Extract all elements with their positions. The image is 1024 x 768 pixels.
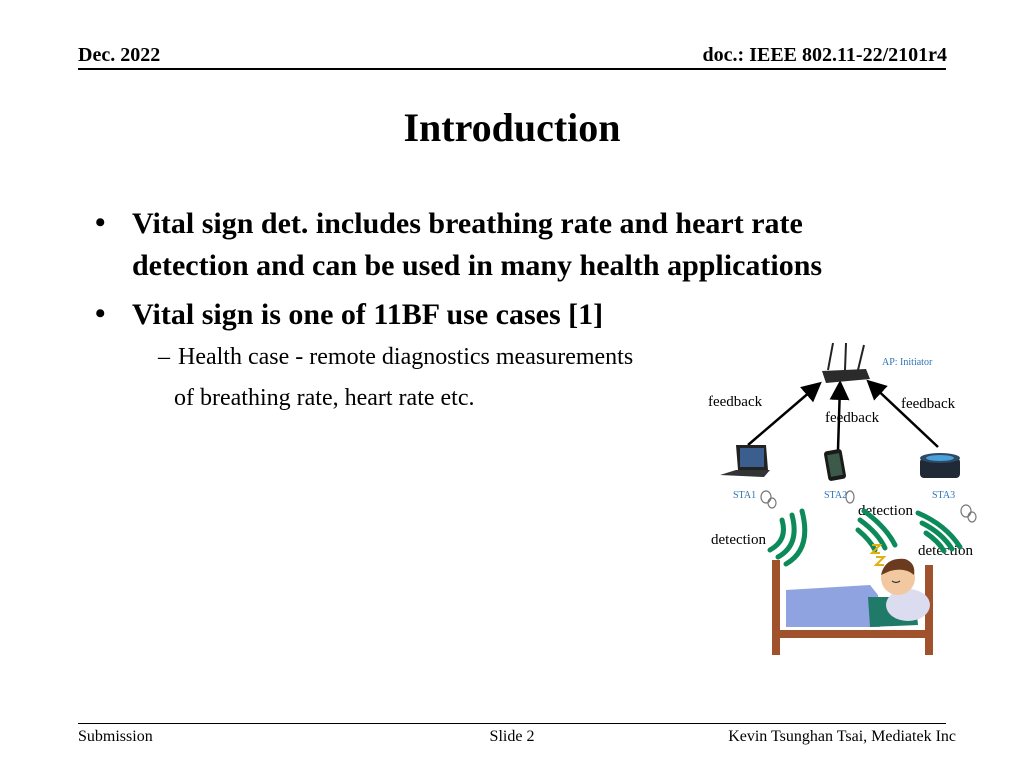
sub-bullet-line-2: of breathing rate, heart rate etc. bbox=[174, 385, 475, 411]
detection-label-left: detection bbox=[711, 532, 766, 548]
sta2-label: STA2 bbox=[824, 490, 848, 501]
feedback-label-left: feedback bbox=[708, 394, 763, 410]
bullet-1-line-1: Vital sign det. includes breathing rate and heart rate bbox=[132, 207, 803, 240]
smart-speaker-icon bbox=[920, 453, 960, 478]
ap-router-icon bbox=[822, 343, 870, 383]
slide-title: Introduction bbox=[403, 105, 621, 150]
footer-author: Kevin Tsunghan Tsai, Mediatek Inc bbox=[728, 728, 956, 745]
header-date: Dec. 2022 bbox=[78, 44, 161, 66]
footer-slide-number: Slide 2 bbox=[489, 728, 535, 745]
feedback-label-right: feedback bbox=[901, 396, 956, 412]
detection-label-right: detection bbox=[918, 543, 973, 559]
bullet-marker-1: • bbox=[95, 206, 106, 239]
footer-submission: Submission bbox=[78, 728, 153, 745]
footer-rule bbox=[78, 723, 946, 724]
header-rule bbox=[78, 68, 946, 70]
feedback-arrow-right bbox=[870, 383, 938, 447]
sub-bullet-marker: – bbox=[158, 344, 170, 370]
sub-bullet-line-1: Health case - remote diagnostics measurements bbox=[178, 344, 634, 370]
header-doc-id: doc.: IEEE 802.11-22/2101r4 bbox=[702, 44, 947, 66]
ap-label: AP: Initiator bbox=[882, 357, 933, 368]
phone-icon bbox=[824, 449, 847, 482]
bullet-2-line-1: Vital sign is one of 11BF use cases [1] bbox=[132, 298, 604, 331]
feedback-label-mid: feedback bbox=[825, 410, 880, 426]
bullet-1-line-2: detection and can be used in many health applications bbox=[132, 249, 823, 282]
vital-sign-diagram bbox=[700, 335, 1000, 665]
laptop-icon bbox=[720, 445, 770, 477]
detection-label-mid: detection bbox=[858, 503, 913, 519]
bullet-marker-2: • bbox=[95, 297, 106, 330]
sta1-label: STA1 bbox=[733, 490, 757, 501]
sta3-label: STA3 bbox=[932, 490, 956, 501]
bed-with-sleeping-person bbox=[772, 559, 933, 655]
